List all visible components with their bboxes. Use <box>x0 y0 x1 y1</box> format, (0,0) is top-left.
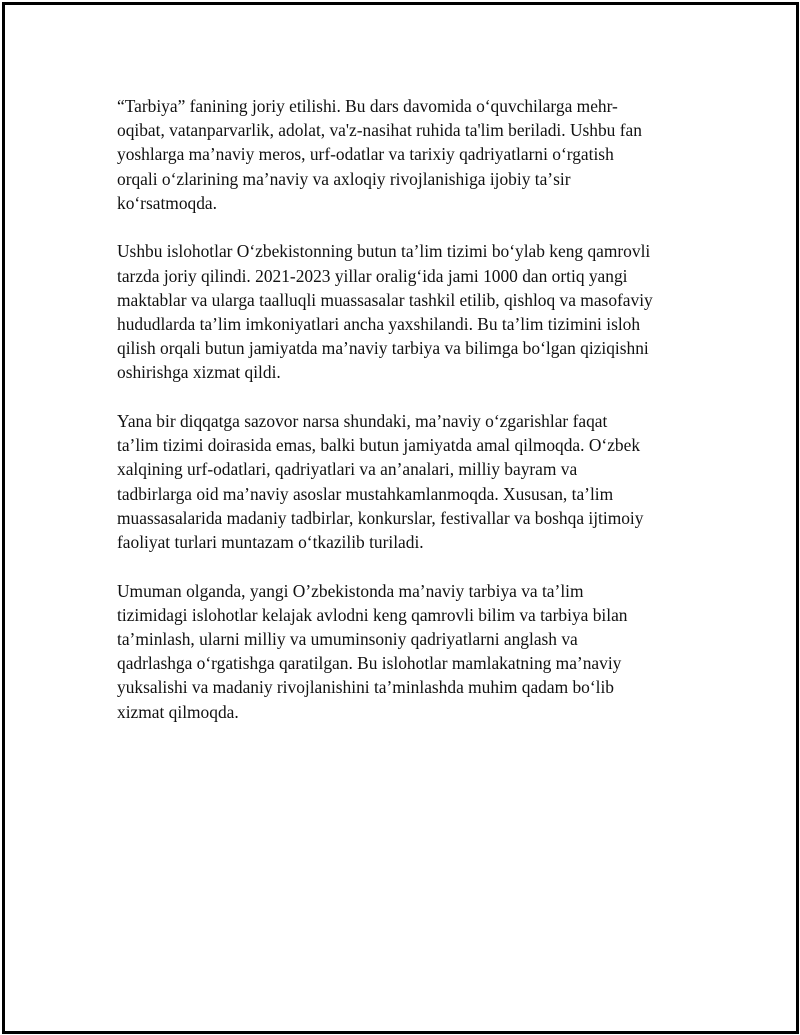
paragraph-4 <box>117 579 707 724</box>
paragraph-line: Umuman olganda, yangi Oʼzbekistonda maʼnaviy tarbiya va taʼlim <box>117 580 584 601</box>
paragraph-line: tizimidagi islohotlar kelajak avlodni keng qamrovli bilim va tarbiya bilan <box>117 604 628 625</box>
paragraph-line: xizmat qilmoqda. <box>117 701 239 722</box>
paragraph-line: qadrlashga oʻrgatishga qaratilgan. Bu islohotlar mamlakatning maʼnaviy <box>117 653 622 674</box>
paragraph-2 <box>117 239 707 384</box>
paragraph-1 <box>117 94 707 215</box>
paragraph-line: taʼlim tizimi doirasida emas, balki butun jamiyatda amal qilmoqda. Oʻzbek <box>117 435 641 456</box>
paragraph-line: oqibat, vatanparvarlik, adolat, va'z-nasihat ruhida ta'lim beriladi. Ushbu fan <box>117 120 642 141</box>
document-body <box>117 94 707 748</box>
paragraph-line: yoshlarga maʼnaviy meros, urf-odatlar va tarixiy qadriyatlarni oʻrgatish <box>117 144 614 165</box>
paragraph-line: muassasalarida madaniy tadbirlar, konkurslar, festivallar va boshqa ijtimoiy <box>117 507 644 528</box>
paragraph-line: xalqining urf-odatlari, qadriyatlari va anʼanalari, milliy bayram va <box>117 459 578 480</box>
paragraph-line: tarzda joriy qilindi. 2021-2023 yillar oraligʻida jami 1000 dan ortiq yangi <box>117 265 628 286</box>
paragraph-line: faoliyat turlari muntazam oʻtkazilib turiladi. <box>117 532 424 553</box>
paragraph-line: oshirishga xizmat qildi. <box>117 362 281 383</box>
paragraph-line: “Tarbiya” fanining joriy etilishi. Bu dars davomida oʻquvchilarga mehr- <box>117 96 618 116</box>
paragraph-line: qilish orqali butun jamiyatda maʼnaviy tarbiya va bilimga boʻlgan qiziqishni <box>117 338 649 359</box>
paragraph-line: koʻrsatmoqda. <box>117 192 217 213</box>
paragraph-line: maktablar va ularga taalluqli muassasalar tashkil etilib, qishloq va masofaviy <box>117 289 653 310</box>
paragraph-line: Ushbu islohotlar Oʻzbekistonning butun taʼlim tizimi boʻylab keng qamrovli <box>117 241 651 262</box>
paragraph-line: hududlarda taʼlim imkoniyatlari ancha yaxshilandi. Bu taʼlim tizimini isloh <box>117 314 641 335</box>
paragraph-line: tadbirlarga oid maʼnaviy asoslar mustahkamlanmoqda. Xususan, taʼlim <box>117 483 614 504</box>
paragraph-line: Yana bir diqqatga sazovor narsa shundaki, maʼnaviy oʻzgarishlar faqat <box>117 411 608 432</box>
paragraph-line: orqali oʻzlarining maʼnaviy va axloqiy rivojlanishiga ijobiy taʼsir <box>117 168 571 189</box>
paragraph-3 <box>117 409 707 554</box>
paragraph-line: taʼminlash, ularni milliy va umuminsoniy qadriyatlarni anglash va <box>117 629 578 650</box>
paragraph-line: yuksalishi va madaniy rivojlanishini taʼminlashda muhim qadam boʻlib <box>117 677 615 698</box>
